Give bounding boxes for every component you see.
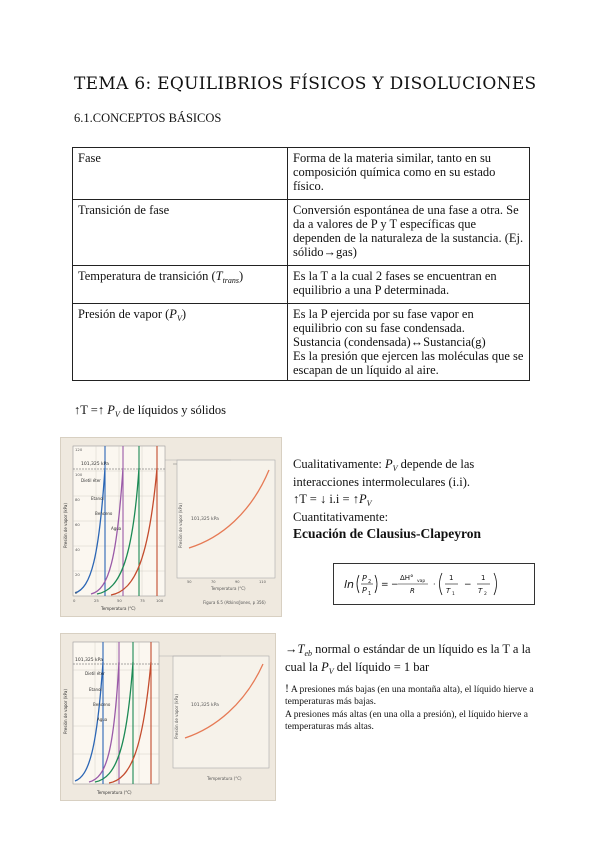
gas-constant: R [410,587,415,595]
qualitative-line [293,456,543,491]
inset-y-axis-label: Presión de vapor (kPa) [178,503,183,548]
table-cell-definition: Es la T a la cual 2 fases se encuentran en equilibrio a una P determinada. [288,266,530,304]
vapor-pressure-figure-2 [60,633,276,801]
y-axis-label: Presión de vapor (kPa) [63,503,68,548]
curve-label: Dietil éter [81,478,101,483]
tick-label: 120 [75,447,83,452]
table-row [73,304,530,381]
tick-label: 25 [94,598,99,603]
table-cell-term [73,304,288,381]
inset-x-axis-label: Temperatura (°C) [207,776,242,781]
pressure-notes [285,681,535,734]
tick-label: 60 [75,522,80,527]
note-high-pressure: A presiones más altas (en una olla a presión), el líquido hierve a temperaturas más altas. [285,709,528,733]
curve-label: Etanol [89,687,102,692]
term-text: Temperatura de transición ( [78,269,216,283]
table-row [73,266,530,304]
concepts-table [72,147,530,381]
table-cell-term: Fase [73,148,288,200]
table-cell-definition: Conversión espontánea de una fase a otra. Se da a valores de P y T específicas que dependen de la naturaleza de la sustancia. (Ej. sólido→gas) [288,200,530,266]
quantitative-label: Cuantitativamente: [293,510,389,525]
inset-tick-label: 110 [259,580,266,584]
subscript-v: V [392,464,398,473]
relation-text: de líquidos y sólidos [119,403,227,417]
subscript-v: V [366,498,372,508]
subscript-v: V [114,410,120,419]
equation-name: Ecuación de Clausius-Clapeyron [293,526,482,542]
svg-text:−: − [464,580,472,590]
p1-symbol: P [362,586,367,595]
curve-label: Benceno [95,511,113,516]
inset-x-axis-label: Temperatura (°C) [211,586,246,591]
table-cell-definition: Forma de la materia similar, tanto en su composición química como en su estado físico. [288,148,530,200]
definition-line: Es la P ejercida por su fase vapor en equilibrio con su fase condensada. [293,307,474,335]
t2-sub: 2 [484,592,487,597]
numerator-one: 1 [481,574,486,582]
p2-sub: 2 [368,579,372,585]
vapor-pressure-figure-1 [60,437,282,617]
tick-label: 0 [73,598,76,603]
x-axis-label: Temperatura (°C) [101,606,136,611]
symbol-p: P [358,491,367,506]
subscript-v: V [328,667,334,677]
subscript-eb: eb [304,649,313,658]
arrow-icon: → [285,642,298,656]
table-cell-term [73,266,288,304]
inset-y-axis-label: Presión de vapor (kPa) [174,694,179,739]
term-end: ) [181,307,186,321]
table-cell-definition [288,304,530,381]
enthalpy-sub: vap [417,579,426,584]
pressure-label: 101,325 kPa [75,658,103,663]
definition-line: Es la presión que ejercen las moléculas que se escapan de un líquido al aire. [293,349,524,377]
symbol-p: P [385,457,393,471]
note-mark: ! [285,680,289,695]
symbol-t: T [297,642,305,656]
page-title: TEMA 6: EQUILIBRIOS FÍSICOS Y DISOLUCIONES [74,74,537,94]
tick-label: 50 [117,598,122,603]
t2-symbol: T [478,587,483,595]
y-axis-label: Presión de vapor (kPa) [63,689,68,734]
term-text: Presión de vapor ( [78,307,170,321]
boiling-point-text [285,641,535,733]
relation-lead: ↑T =↑ [74,403,108,417]
qualitative-text [293,456,543,543]
ln-symbol: ln [344,578,355,591]
tick-label: 40 [75,547,80,552]
svg-text:·: · [433,580,436,589]
symbol-p: P [169,307,177,321]
tick-label: 75 [140,598,145,603]
figure-caption: Figura 6.5 (Atkins/Jones, p 356) [203,600,266,605]
table-row [73,200,530,266]
qualitative-suffix: depende de las interacciones intermoleculares (i.i). [293,457,475,490]
numerator-one: 1 [449,574,454,582]
qualitative-prefix: Cualitativamente: [293,457,385,471]
curve-label: Dietil éter [85,671,105,676]
symbol-p: P [107,403,115,417]
boiling-definition [285,641,535,678]
relation-arrows: ↑T = ↓ i.i = ↑ [293,491,359,506]
table-cell-term: Transición de fase [73,200,288,266]
curve-label: Benceno [93,702,111,707]
inset-pressure-label: 101,325 kPa [191,517,219,522]
t1-symbol: T [446,587,451,595]
curve-label: Agua [111,526,122,531]
inset-tick-label: 90 [235,580,240,584]
section-heading: 6.1.CONCEPTOS BÁSICOS [74,111,222,125]
tick-label: 20 [75,572,80,577]
p1-sub: 1 [368,591,372,597]
clausius-clapeyron-equation [333,563,535,605]
subscript-v: V [176,314,182,323]
figure-2-graphic [61,634,275,800]
term-end: ) [239,269,244,283]
symbol-p: P [321,660,329,675]
note-low-pressure: A presiones más bajas (en una montaña alta), el líquido hierve a temperaturas más bajas. [285,684,534,708]
inset-pressure-label: 101,325 kPa [191,703,219,708]
tick-label: 100 [75,472,83,477]
x-axis-label: Temperatura (°C) [97,790,132,795]
equation-graphic [334,564,534,604]
inset-tick-label: 50 [187,580,192,584]
figure-1-graphic [61,438,281,616]
tick-label: 100 [156,598,164,603]
inset-tick-label: 70 [211,580,216,584]
temperature-pressure-relation [74,403,226,419]
boiling-text-1: normal o estándar de un líquido es la T a la cual la [285,642,531,675]
subscript-trans: trans [222,276,240,285]
curve-label: Etanol [91,496,104,501]
curve-label: Agua [97,717,108,722]
table-row [73,148,530,200]
t1-sub: 1 [452,592,455,597]
svg-text:=: = [381,580,389,590]
boiling-text-2: del líquido = 1 bar [333,660,430,675]
symbol-t: T [215,269,223,283]
tick-label: 80 [75,497,80,502]
svg-text:−: − [391,580,399,590]
relation-line [293,491,543,509]
definition-line: Sustancia (condensada)↔Sustancia(g) [293,335,486,349]
pressure-label: 101,325 kPa [81,462,109,467]
p2-symbol: P [362,574,367,583]
enthalpy-symbol: ΔH° [400,574,414,582]
tick-label: 0 [75,590,78,595]
